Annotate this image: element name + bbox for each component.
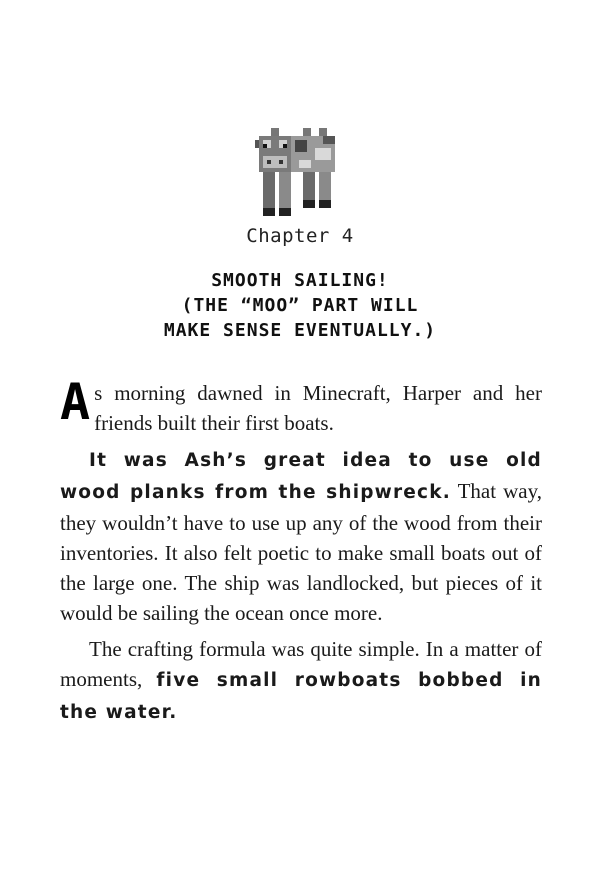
paragraph-3 [60, 634, 542, 728]
chapter-label: Chapter 4 [246, 225, 354, 247]
paragraph-2-text: That way, they wouldn’t have to use up any of the wood from their inventories. It also felt poetic to make small boats out of the large one. The ship was landlocked, but pieces of it would be sailing the ocean once more. [60, 479, 542, 625]
chapter-title [0, 268, 600, 343]
chapter-body [60, 373, 542, 734]
paragraph-2 [60, 444, 542, 628]
paragraph-1 [60, 373, 542, 438]
paragraph-3-emphasis: five small rowboats bobbed in the water. [60, 670, 542, 723]
paragraph-3-text: The crafting formula was quite simple. In a matter of moments, [60, 637, 542, 691]
paragraph-1-text: s morning dawned in Minecraft, Harper and her friends built their first boats. [94, 381, 542, 435]
drop-cap: A [60, 373, 91, 431]
chapter-title-line-3: MAKE SENSE EVENTUALLY.) [163, 320, 437, 341]
cow-icon [255, 128, 335, 220]
chapter-title-line-1: SMOOTH SAILING! [211, 270, 389, 291]
chapter-title-line-2: (THE “MOO” PART WILL [181, 295, 419, 316]
paragraph-2-emphasis: It was Ash’s great idea to use old wood planks from the shipwreck. [60, 450, 542, 503]
